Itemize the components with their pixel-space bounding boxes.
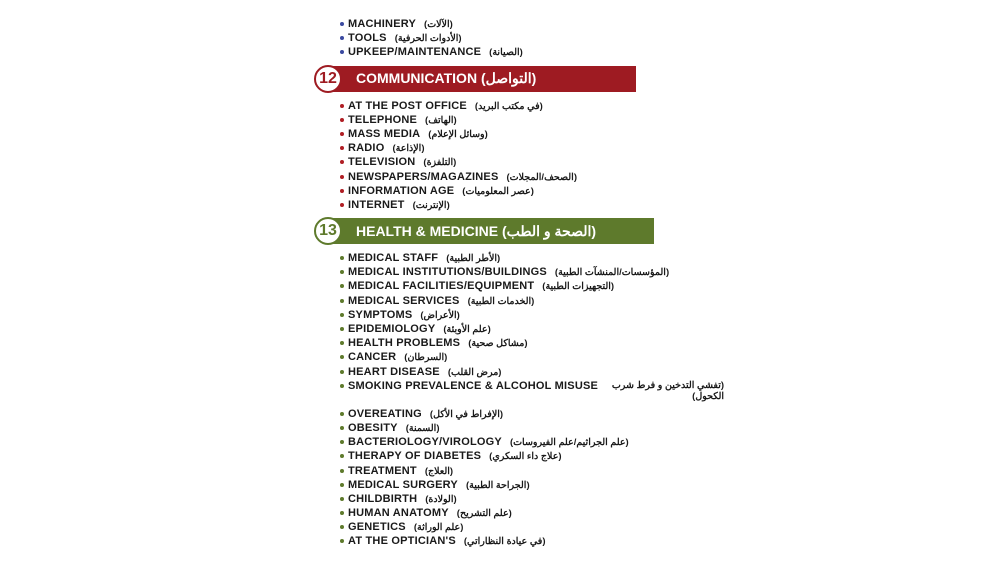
list-item — [340, 155, 760, 169]
vocabulary-list — [319, 17, 760, 549]
bullet-icon — [340, 384, 344, 388]
list-item — [340, 170, 760, 184]
bullet-icon — [340, 327, 344, 331]
bullet-icon — [340, 132, 344, 136]
item-english: MEDICAL INSTITUTIONS/BUILDINGS — [348, 266, 547, 279]
bullet-icon — [340, 299, 344, 303]
item-arabic: (عصر المعلوميات) — [462, 185, 534, 197]
item-arabic: (علم الأوبئة) — [443, 324, 491, 335]
list-item — [340, 407, 760, 421]
item-arabic: (علم الوراثة) — [413, 522, 464, 534]
list-item — [340, 113, 760, 127]
bullet-icon — [340, 469, 344, 473]
item-arabic: (المؤسسات/المنشآت الطبية) — [554, 267, 670, 279]
section-header-communication — [314, 65, 760, 93]
item-arabic: (الولادة) — [425, 493, 457, 505]
list-item — [340, 17, 760, 31]
list-item — [340, 184, 760, 198]
list-item — [340, 251, 760, 265]
item-english: OBESITY — [348, 421, 398, 434]
item-english: AT THE POST OFFICE — [348, 99, 467, 112]
list-item — [340, 336, 760, 350]
list-item — [340, 31, 760, 45]
section-title: HEALTH & MEDICINE (الصحة و الطب) — [328, 218, 654, 244]
item-english: GENETICS — [348, 521, 406, 534]
item-english: SMOKING PREVALENCE & ALCOHOL MISUSE — [348, 379, 599, 392]
item-english: HUMAN ANATOMY — [348, 507, 449, 520]
bullet-icon — [340, 313, 344, 317]
item-english: TOOLS — [348, 32, 387, 45]
list-item — [340, 294, 760, 308]
item-english: EPIDEMIOLOGY — [348, 323, 436, 335]
list-item — [340, 449, 760, 463]
item-english: NEWSPAPERS/MAGAZINES — [348, 170, 499, 183]
item-arabic: (في عيادة النظاراتي) — [463, 536, 546, 548]
item-arabic: (الآلات) — [424, 19, 453, 30]
item-arabic: (الأطر الطبية) — [446, 253, 501, 265]
item-english: TELEVISION — [348, 156, 416, 169]
item-arabic: (وسائل الإعلام) — [428, 128, 488, 140]
list-item — [340, 265, 760, 279]
item-arabic: (الخدمات الطبية) — [467, 295, 535, 307]
section-number-badge: 13 — [314, 217, 342, 245]
bullet-icon — [340, 341, 344, 345]
item-english: INTERNET — [348, 198, 405, 211]
list-item — [340, 520, 760, 534]
item-arabic: (تفشي التدخين و فرط شرب الكحول) — [611, 379, 725, 402]
list-item — [340, 141, 760, 155]
item-arabic: (علاج داء السكري) — [489, 451, 562, 463]
bullet-icon — [340, 160, 344, 164]
item-english: MEDICAL STAFF — [348, 252, 439, 265]
section-number-badge: 12 — [314, 65, 342, 93]
list-item — [340, 308, 760, 322]
bullet-icon — [340, 36, 344, 40]
bullet-icon — [340, 412, 344, 416]
bullet-icon — [340, 175, 344, 179]
top-item-list — [340, 17, 760, 60]
item-arabic: (علم التشريح) — [456, 508, 512, 520]
item-arabic: (الصيانة) — [489, 47, 523, 59]
item-arabic: (الإفراط في الأكل) — [429, 408, 504, 420]
item-arabic: (السمنة) — [405, 422, 440, 434]
item-arabic: (علم الجراثيم/علم الفيروسات) — [509, 437, 629, 449]
item-arabic: (التلفزة) — [423, 157, 457, 169]
list-item — [340, 350, 760, 364]
item-english: CANCER — [348, 351, 397, 364]
bullet-icon — [340, 22, 344, 26]
list-item — [340, 464, 760, 478]
item-english: AT THE OPTICIAN'S — [348, 535, 456, 548]
list-item — [340, 127, 760, 141]
item-english: TREATMENT — [348, 464, 417, 477]
list-item — [340, 99, 760, 113]
list-item — [340, 478, 760, 492]
bullet-icon — [340, 203, 344, 207]
list-item — [340, 45, 760, 59]
list-item — [340, 421, 760, 435]
health-item-list — [340, 251, 760, 549]
bullet-icon — [340, 426, 344, 430]
item-arabic: (في مكتب البريد) — [474, 100, 543, 112]
bullet-icon — [340, 146, 344, 150]
item-english: SYMPTOMS — [348, 308, 413, 321]
bullet-icon — [340, 454, 344, 458]
item-arabic: (التجهيزات الطبية) — [542, 281, 615, 293]
item-english: OVEREATING — [348, 407, 422, 420]
bullet-icon — [340, 270, 344, 274]
list-item — [340, 435, 760, 449]
list-item — [340, 322, 760, 336]
item-arabic: (العلاج) — [424, 465, 454, 477]
item-english: MEDICAL SURGERY — [348, 478, 458, 491]
bullet-icon — [340, 370, 344, 374]
item-arabic: (الأعراض) — [420, 309, 460, 321]
item-english: HEART DISEASE — [348, 365, 440, 378]
item-arabic: (الأدوات الحرفية) — [394, 33, 462, 45]
item-arabic: (مرض القلب) — [447, 366, 502, 378]
item-english: MASS MEDIA — [348, 127, 421, 140]
bullet-icon — [340, 104, 344, 108]
item-english: UPKEEP/MAINTENANCE — [348, 46, 482, 59]
list-item — [340, 279, 760, 293]
list-item — [340, 506, 760, 520]
item-english: CHILDBIRTH — [348, 492, 418, 505]
list-item — [340, 365, 760, 379]
bullet-icon — [340, 50, 344, 54]
bullet-icon — [340, 483, 344, 487]
bullet-icon — [340, 189, 344, 193]
bullet-icon — [340, 539, 344, 543]
item-arabic: (مشاكل صحية) — [468, 338, 528, 350]
item-arabic: (السرطان) — [404, 352, 448, 364]
item-arabic: (الإذاعة) — [392, 143, 425, 155]
item-english: TELEPHONE — [348, 113, 418, 126]
bullet-icon — [340, 511, 344, 515]
list-item — [340, 379, 760, 407]
bullet-icon — [340, 525, 344, 529]
communication-item-list — [340, 99, 760, 213]
section-title: COMMUNICATION (التواصل) — [328, 66, 636, 92]
item-english: INFORMATION AGE — [348, 184, 455, 197]
item-arabic: (الصحف/المجلات) — [506, 171, 577, 183]
section-header-health-medicine — [314, 217, 760, 245]
item-english: RADIO — [348, 142, 385, 155]
item-english: HEALTH PROBLEMS — [348, 337, 461, 350]
bullet-icon — [340, 440, 344, 444]
item-english: MEDICAL FACILITIES/EQUIPMENT — [348, 280, 535, 293]
bullet-icon — [340, 256, 344, 260]
item-arabic: (الجراحة الطبية) — [465, 479, 530, 491]
item-english: THERAPY OF DIABETES — [348, 450, 482, 463]
item-english: MACHINERY — [348, 18, 417, 30]
bullet-icon — [340, 284, 344, 288]
bullet-icon — [340, 355, 344, 359]
item-arabic: (الهاتف) — [425, 114, 457, 126]
list-item — [340, 534, 760, 548]
list-item — [340, 492, 760, 506]
list-item — [340, 198, 760, 212]
bullet-icon — [340, 118, 344, 122]
bullet-icon — [340, 497, 344, 501]
item-english: MEDICAL SERVICES — [348, 294, 460, 307]
item-english: BACTERIOLOGY/VIROLOGY — [348, 436, 502, 449]
item-arabic: (الإنترنت) — [412, 199, 450, 211]
